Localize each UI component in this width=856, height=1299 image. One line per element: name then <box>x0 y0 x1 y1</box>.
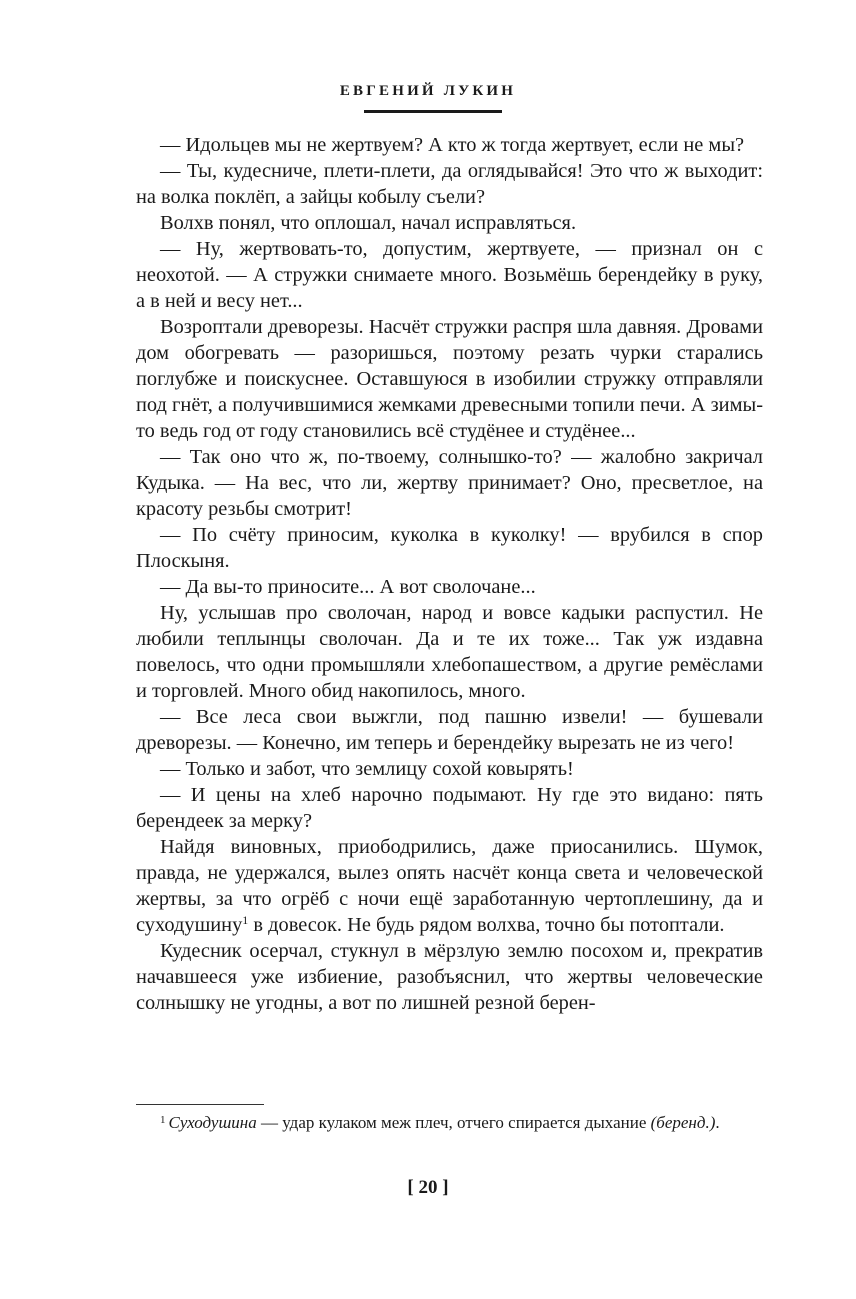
paragraph: Волхв понял, что оплошал, начал исправляться. <box>160 212 577 234</box>
header-rule <box>364 110 502 113</box>
paragraph: — Ну, жертвовать-то, допустим, жертвуете, — признал он с неохотой. — А стружки снимаете много. Возьмёшь берендейку в руку, а в ней и весу нет... <box>136 238 763 312</box>
paragraph: Кудесник осерчал, стукнул в мёрзлую землю посохом и, прекратив начавшееся уже избиение, разобъяснил, что жертвы человеческие солнышку не угодны, а вот по лишней резной берен- <box>136 940 763 1014</box>
footnote <box>136 1111 763 1134</box>
paragraph: — По счёту приносим, куколка в куколку! — врубился в спор Плоскыня. <box>136 524 763 572</box>
running-header: ЕВГЕНИЙ ЛУКИН <box>339 83 517 99</box>
paragraph: — Да вы-то приносите... А вот сволочане... <box>160 576 536 598</box>
paragraph: Ну, услышав про сволочан, народ и вовсе кадыки распустил. Не любили теплынцы сволочан. Да и те их тоже... Так уж издавна повелось, что одни промышляли хлебопашеством, а другие ремёслами и торговлей. Много обид накопилось, много. <box>136 602 763 702</box>
paragraph: — Ты, кудесниче, плети-плети, да оглядывайся! Это что ж выходит: на волка поклёп, а зайцы кобылу съели? <box>136 160 763 208</box>
paragraph-text: в довесок. Не будь рядом волхва, точно бы потоптали. <box>248 914 725 936</box>
paragraph: Возроптали древорезы. Насчёт стружки распря шла давняя. Дровами дом обогревать — разоришься, поэтому резать чурки старались поглубже и поискуснее. Оставшуюся в изобилии стружку отправляли под гнёт, а получившимися жемками древесными топили печи. А зимы-то ведь год от году становились всё студёнее и студёнее... <box>136 316 763 442</box>
paragraph-text: Найдя виновных, приободрились, даже приосанились. Шумок, правда, не удержался, вылез опять насчёт конца света и человеческой жертвы, за что огрёб с ночи ещё заработанную чертоплешину, да и суходушину <box>136 836 763 936</box>
paragraph: — Идольцев мы не жертвуем? А кто ж тогда жертвует, если не мы? <box>160 134 745 156</box>
footnote-ref[interactable]: 1 <box>242 913 249 927</box>
body-text <box>136 132 763 1016</box>
footnote-definition: — удар кулаком меж плеч, отчего спирается дыхание <box>256 1113 651 1132</box>
page-number: [ 20 ] <box>407 1177 449 1198</box>
footnote-source: (беренд.) <box>650 1113 716 1132</box>
paragraph <box>136 834 763 938</box>
footnote-end: . <box>715 1113 720 1132</box>
paragraph: — Так оно что ж, по-твоему, солнышко-то? — жалобно закричал Кудыка. — На вес, что ли, жертву принимает? Оно, пресветлое, на красоту резьбы смотрит! <box>136 446 763 520</box>
footnote-divider <box>136 1104 264 1105</box>
footnote-mark: 1 <box>160 1114 166 1126</box>
paragraph: — Только и забот, что землицу сохой ковырять! <box>160 758 574 780</box>
paragraph: — И цены на хлеб нарочно подымают. Ну где это видано: пять берендеек за мерку? <box>136 784 763 832</box>
footnote-term: Суходушина <box>168 1113 257 1132</box>
paragraph: — Все леса свои выжгли, под пашню извели! — бушевали древорезы. — Конечно, им теперь и берендейку вырезать не из чего! <box>136 706 763 754</box>
